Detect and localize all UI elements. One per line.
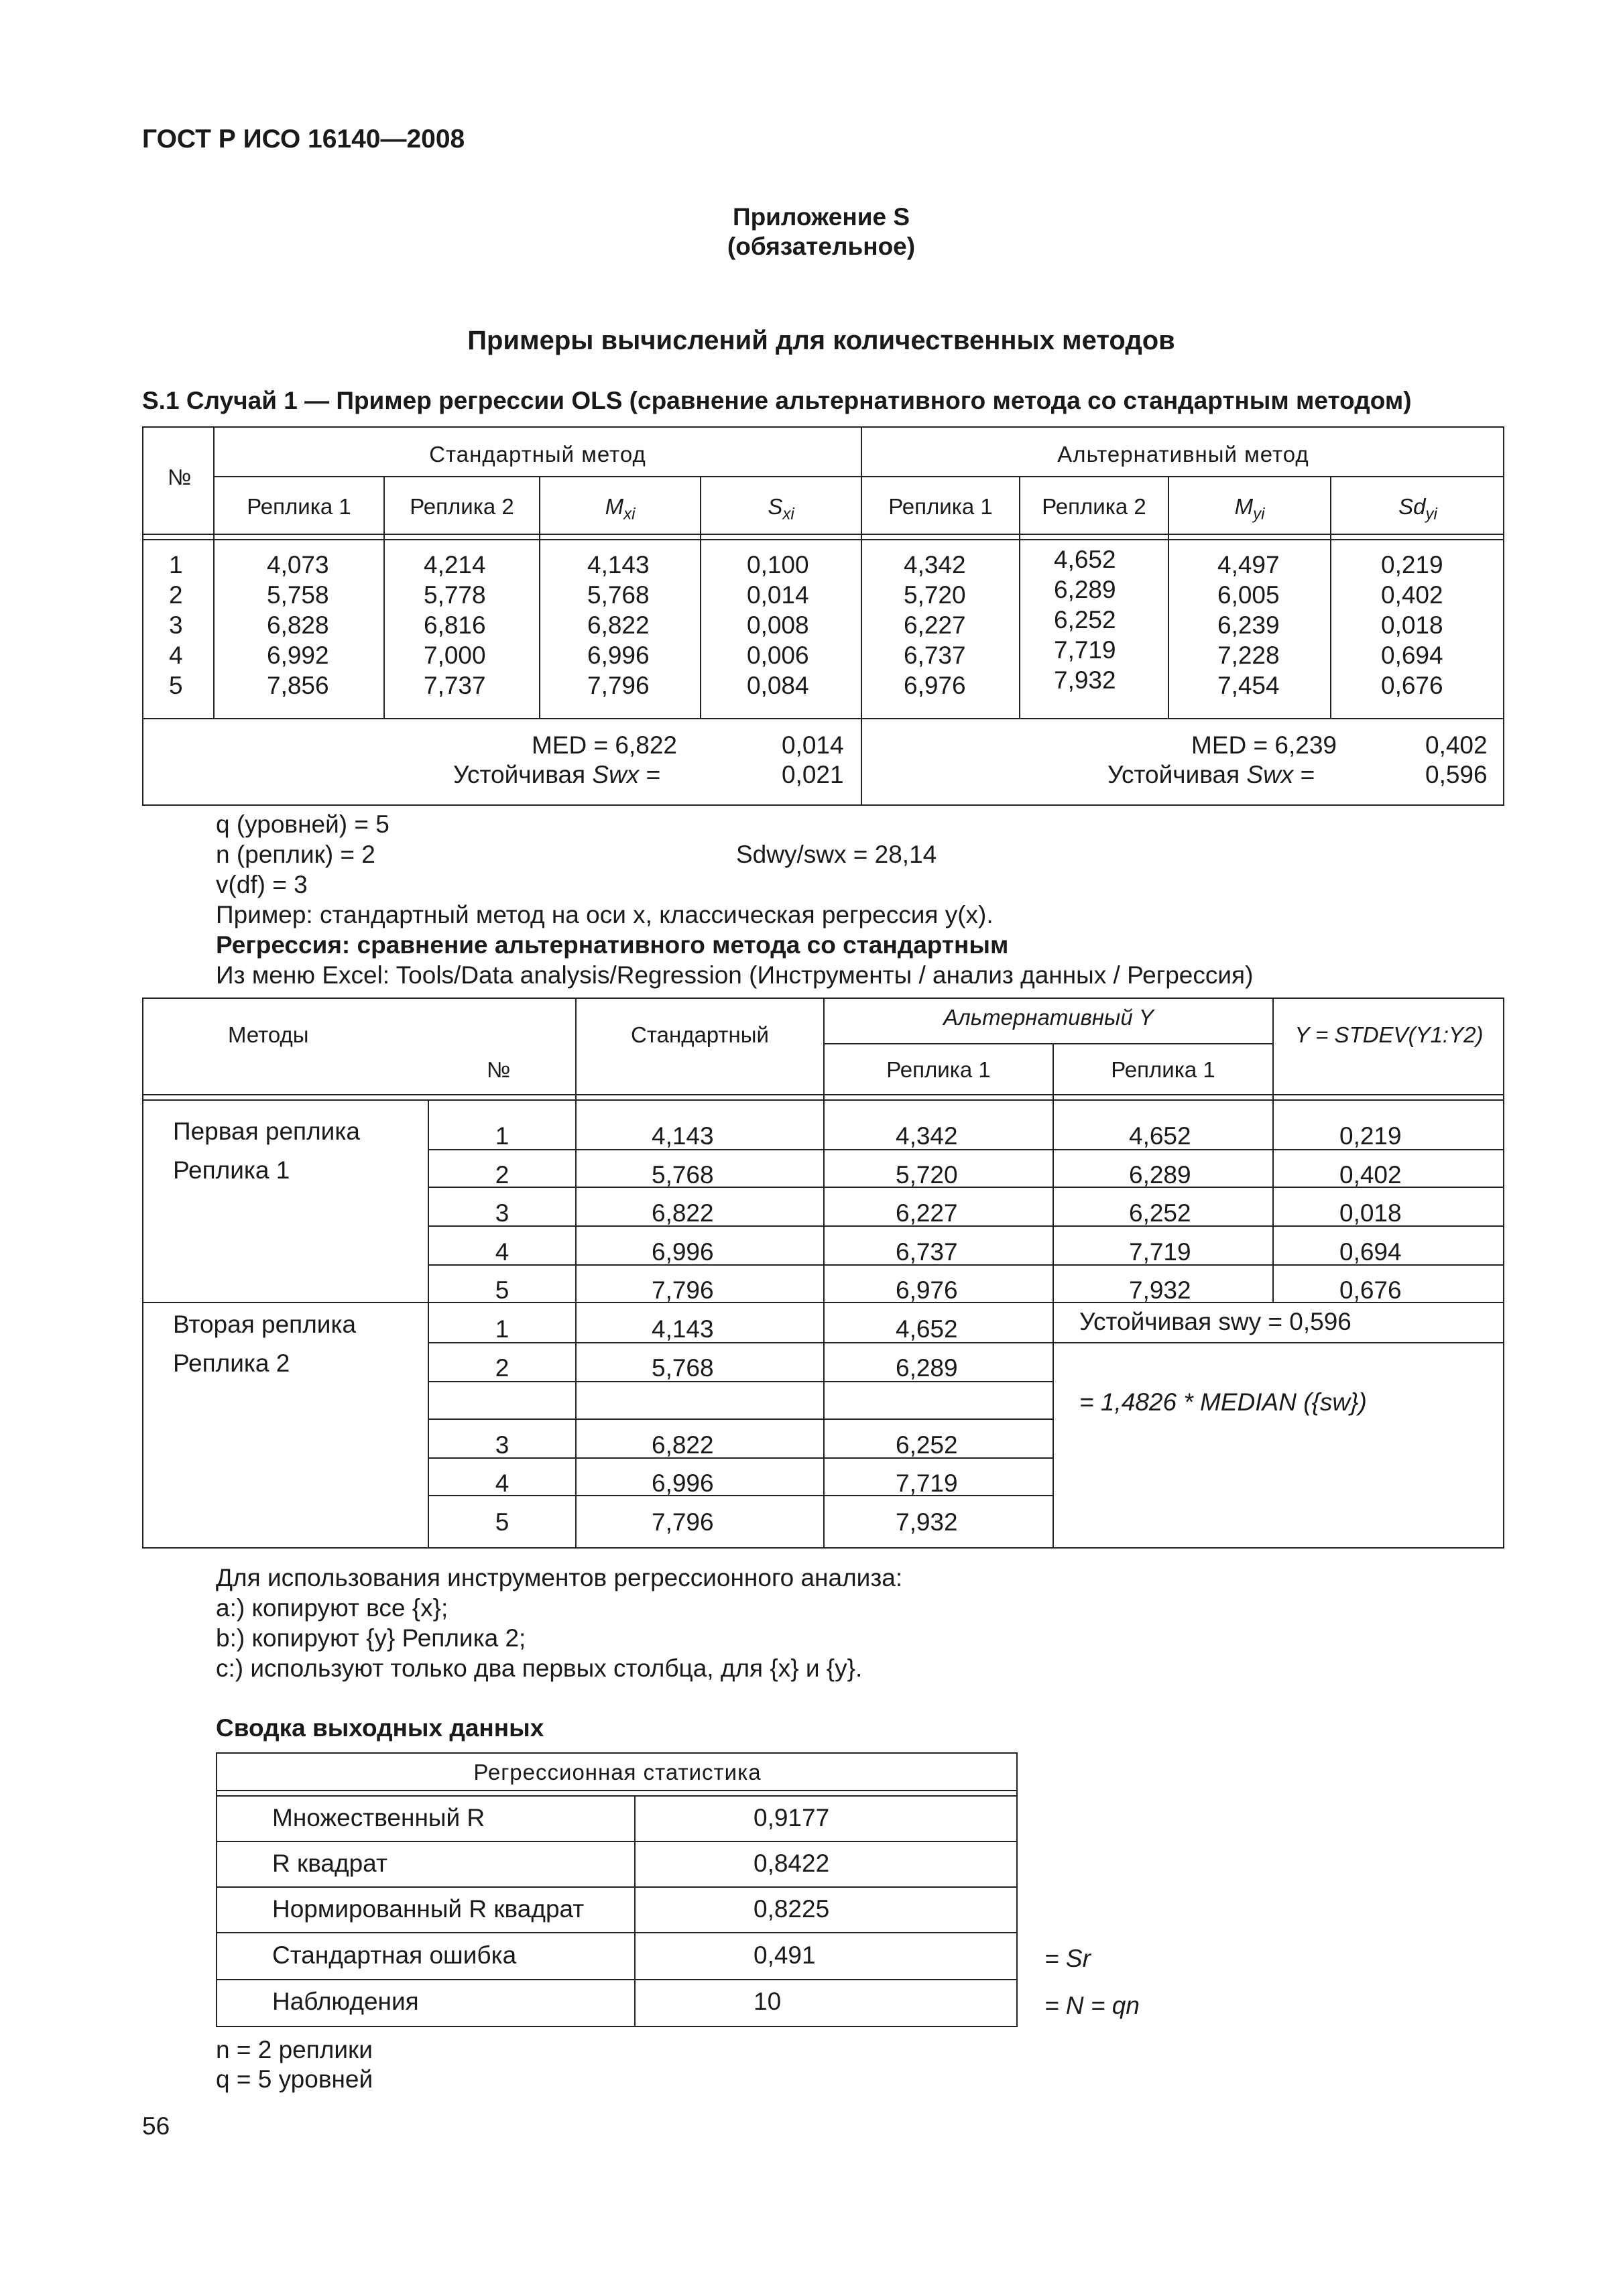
instruction-a: a:) копируют все {x}; — [216, 1594, 448, 1622]
std-replica1-column: 4,073 5,758 6,828 6,992 7,856 — [267, 551, 329, 699]
median-formula: = 1,4826 * MEDIAN ({sw}) — [1079, 1388, 1367, 1416]
regression-statistics-title: Регрессионная статистика — [473, 1760, 762, 1785]
g1-standard-column: 4,143 5,768 6,822 6,996 7,796 — [652, 1122, 714, 1304]
alt-replica2-column: 4,652 6,289 6,252 7,719 7,932 — [1054, 546, 1116, 694]
alt-replica-header-1: Реплика 1 — [886, 1057, 991, 1082]
r-squared-label: R квадрат — [272, 1850, 387, 1877]
row-numbers-column: 1 2 3 4 5 — [169, 551, 183, 699]
multiple-r-label: Множественный R — [272, 1804, 485, 1831]
g1-number-column: 1 2 3 4 5 — [495, 1122, 509, 1304]
methods-header: Методы — [228, 1022, 309, 1047]
sr-note: = Sr — [1044, 1945, 1091, 1972]
annex-subtitle: (обязательное) — [727, 233, 916, 260]
multiple-r-value: 0,9177 — [754, 1804, 830, 1831]
std-replica2-column: 4,214 5,778 6,816 7,000 7,737 — [424, 551, 486, 699]
alt-replica1-column: 4,342 5,720 6,227 6,737 6,976 — [904, 551, 966, 699]
alt-med-label: MED = 6,239 — [1191, 731, 1337, 759]
footer-n-replicas: n = 2 реплики — [216, 2036, 373, 2063]
std-med-value: 0,014 — [782, 731, 844, 759]
alt-replica1-header: Реплика 1 — [888, 494, 993, 519]
std-replica1-header: Реплика 1 — [247, 494, 351, 519]
section-title: S.1 Случай 1 — Пример регрессии OLS (сравнение альтернативного метода со стандартным методом) — [142, 387, 1412, 414]
alt-replica2-header: Реплика 2 — [1042, 494, 1146, 519]
std-robust-value: 0,021 — [782, 761, 844, 788]
instruction-b: b:) копируют {y} Реплика 2; — [216, 1624, 526, 1652]
number-header-2: № — [487, 1057, 511, 1082]
group-1-sublabel: Реплика 1 — [173, 1156, 290, 1184]
alternative-y-header: Альтернативный Y — [943, 1005, 1154, 1030]
footer-q-levels: q = 5 уровней — [216, 2065, 373, 2093]
annex-title: Приложение S — [732, 203, 910, 231]
myi-header: $M_{yi}$ — [1234, 494, 1265, 524]
observations-value: 10 — [754, 1988, 782, 2015]
std-robust-label: Устойчивая Swx = — [453, 761, 661, 788]
standard-error-label: Стандартная ошибка — [272, 1941, 517, 1969]
n-replicas: n (реплик) = 2 — [216, 841, 375, 868]
page-number: 56 — [142, 2112, 170, 2140]
myi-column: 4,497 6,005 6,239 7,228 7,454 — [1217, 551, 1280, 699]
g1-y-column: 0,219 0,402 0,018 0,694 0,676 — [1339, 1122, 1402, 1304]
alternative-method-header: Альтернативный метод — [1057, 442, 1309, 467]
document-id: ГОСТ Р ИСО 16140—2008 — [142, 125, 465, 154]
alt-robust-value: 0,596 — [1425, 761, 1488, 788]
standard-error-value: 0,491 — [754, 1941, 816, 1969]
adjusted-r-squared-label: Нормированный R квадрат — [272, 1895, 585, 1923]
mxi-column: 4,143 5,768 6,822 6,996 7,796 — [587, 551, 650, 699]
alt-replica-header-2: Реплика 1 — [1111, 1057, 1215, 1082]
regression-heading: Регрессия: сравнение альтернативного метода со стандартным — [216, 931, 1009, 959]
group-2-label: Вторая реплика — [173, 1311, 357, 1338]
std-replica2-header: Реплика 2 — [410, 494, 514, 519]
alt-robust-label: Устойчивая Swx = — [1107, 761, 1315, 788]
group-2-sublabel: Реплика 2 — [173, 1349, 290, 1377]
sdyi-header: $Sd_{yi}$ — [1398, 494, 1437, 524]
standard-header: Стандартный — [631, 1022, 769, 1047]
group-1-label: Первая реплика — [173, 1117, 360, 1145]
instruction-c: c:) используют только два первых столбца, для {x} и {y}. — [216, 1654, 863, 1682]
r-squared-value: 0,8422 — [754, 1850, 830, 1877]
n-qn-note: = N = qn — [1044, 1992, 1140, 2019]
excel-menu-path: Из меню Excel: Tools/Data analysis/Regression (Инструменты / анализ данных / Регрессия) — [216, 961, 1254, 989]
main-title: Примеры вычислений для количественных методов — [467, 326, 1175, 355]
sxi-column: 0,100 0,014 0,008 0,006 0,084 — [747, 551, 809, 699]
instructions-intro: Для использования инструментов регрессионного анализа: — [216, 1564, 903, 1591]
g2-number-column: 1 2 3 4 5 — [495, 1315, 509, 1536]
stdev-formula-header: Y = STDEV(Y1:Y2) — [1295, 1022, 1484, 1047]
robust-swy-note: Устойчивая swy = 0,596 — [1079, 1308, 1351, 1335]
degrees-of-freedom: v(df) = 3 — [216, 871, 308, 898]
ratio-value: Sdwy/swx = 28,14 — [736, 841, 937, 868]
number-header: № — [168, 465, 192, 489]
standard-method-header: Стандартный метод — [429, 442, 646, 467]
g1-alt1-column: 4,342 5,720 6,227 6,737 6,976 — [896, 1122, 958, 1304]
summary-heading: Сводка выходных данных — [216, 1714, 544, 1742]
adjusted-r-squared-value: 0,8225 — [754, 1895, 830, 1923]
alt-med-value: 0,402 — [1425, 731, 1488, 759]
example-text: Пример: стандартный метод на оси x, классическая регрессия y(x). — [216, 901, 994, 928]
g1-alt2-column: 4,652 6,289 6,252 7,719 7,932 — [1129, 1122, 1191, 1304]
std-med-label: MED = 6,822 — [532, 731, 677, 759]
mxi-header: $M_{xi}$ — [605, 494, 636, 524]
g2-standard-column: 4,143 5,768 6,822 6,996 7,796 — [652, 1315, 714, 1536]
q-levels: q (уровней) = 5 — [216, 810, 389, 838]
sdyi-column: 0,219 0,402 0,018 0,694 0,676 — [1381, 551, 1443, 699]
g2-alt-column: 4,652 6,289 6,252 7,719 7,932 — [896, 1315, 958, 1536]
sxi-header: $S_{xi}$ — [768, 494, 794, 524]
observations-label: Наблюдения — [272, 1988, 419, 2015]
